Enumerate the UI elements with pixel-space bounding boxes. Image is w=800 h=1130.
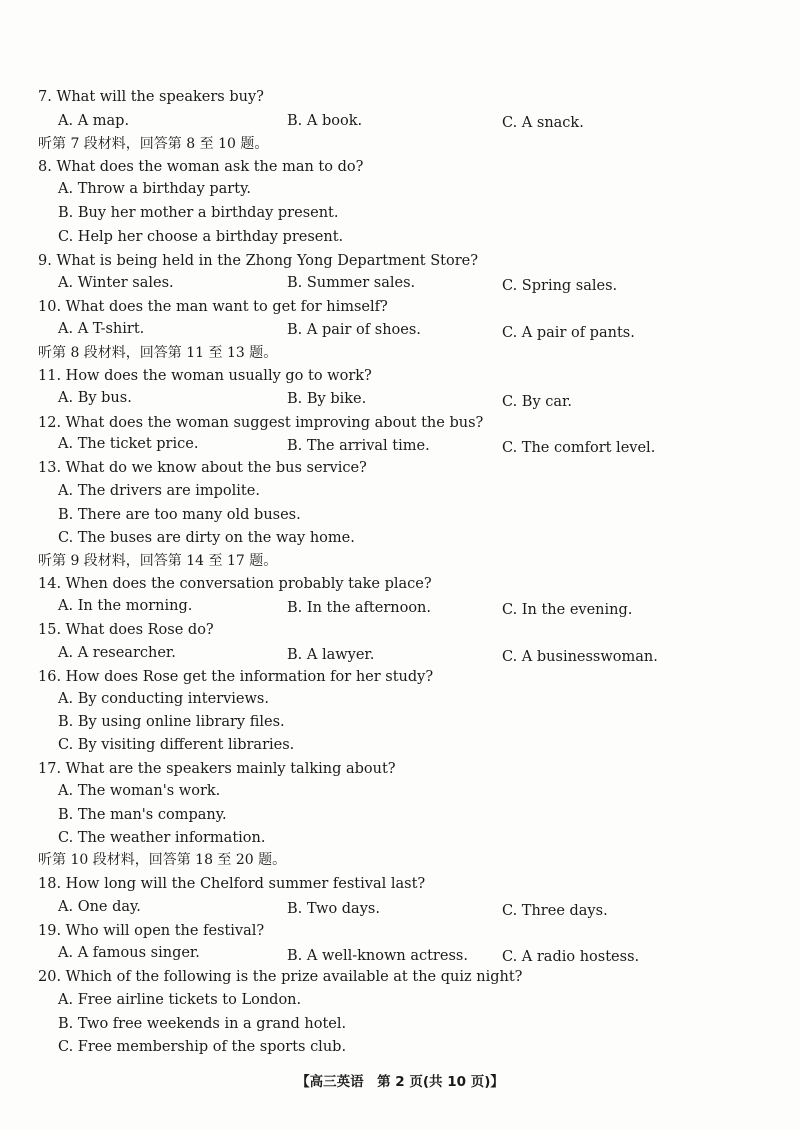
answer-option: A. One day. <box>58 899 141 915</box>
answer-option: B. Two days. <box>287 901 380 917</box>
answer-option: B. In the afternoon. <box>287 600 432 616</box>
answer-option: A. The drivers are impolite. <box>58 483 260 499</box>
answer-option: A. A researcher. <box>58 645 176 661</box>
answer-option: A. A T-shirt. <box>58 321 145 337</box>
section-instruction: 听第 9 段材料，回答第 14 至 17 题。 <box>38 553 278 569</box>
answer-option: A. A famous singer. <box>58 945 200 961</box>
question-text: 17. What are the speakers mainly talking about? <box>38 761 396 777</box>
question-text: 12. What does the woman suggest improving about the bus? <box>38 415 484 431</box>
answer-option: C. The comfort level. <box>502 440 656 456</box>
answer-option: C. In the evening. <box>502 602 633 618</box>
answer-option: B. A well-known actress. <box>287 948 468 964</box>
answer-option: C. A businesswoman. <box>502 649 658 665</box>
answer-option: A. By bus. <box>58 390 132 406</box>
section-instruction: 听第 7 段材料，回答第 8 至 10 题。 <box>38 136 269 152</box>
answer-option: A. In the morning. <box>58 598 193 614</box>
answer-option: C. By visiting different libraries. <box>58 737 295 753</box>
question-text: 11. How does the woman usually go to work? <box>38 368 372 384</box>
answer-option: C. Help her choose a birthday present. <box>58 229 344 245</box>
answer-option: C. The weather information. <box>58 830 266 846</box>
answer-option: B. The arrival time. <box>287 438 430 454</box>
question-text: 9. What is being held in the Zhong Yong Department Store? <box>38 253 478 269</box>
answer-option: A. Free airline tickets to London. <box>58 992 302 1008</box>
answer-option: B. By using online library files. <box>58 714 285 730</box>
answer-option: B. Summer sales. <box>287 275 416 291</box>
answer-option: C. A radio hostess. <box>502 949 640 965</box>
answer-option: C. Three days. <box>502 903 608 919</box>
answer-option: A. The ticket price. <box>58 436 199 452</box>
answer-option: B. The man's company. <box>58 807 227 823</box>
question-text: 13. What do we know about the bus service? <box>38 460 367 476</box>
answer-option: C. Free membership of the sports club. <box>58 1039 347 1055</box>
answer-option: B. Two free weekends in a grand hotel. <box>58 1016 347 1032</box>
answer-option: C. The buses are dirty on the way home. <box>58 530 355 546</box>
question-text: 10. What does the man want to get for himself? <box>38 299 388 315</box>
answer-option: B. By bike. <box>287 391 367 407</box>
question-text: 19. Who will open the festival? <box>38 923 265 939</box>
question-text: 8. What does the woman ask the man to do? <box>38 159 364 175</box>
question-text: 18. How long will the Chelford summer festival last? <box>38 876 426 892</box>
answer-option: A. A map. <box>58 113 130 129</box>
section-instruction: 听第 10 段材料，回答第 18 至 20 题。 <box>38 852 287 868</box>
answer-option: B. A book. <box>287 113 363 129</box>
answer-option: B. Buy her mother a birthday present. <box>58 205 339 221</box>
question-text: 14. When does the conversation probably take place? <box>38 576 432 592</box>
page-footer: 【高三英语 第 2 页(共 10 页)】 <box>296 1074 504 1090</box>
answer-option: B. A lawyer. <box>287 647 375 663</box>
answer-option: C. A pair of pants. <box>502 325 635 341</box>
question-text: 20. Which of the following is the prize available at the quiz night? <box>38 969 523 985</box>
question-text: 15. What does Rose do? <box>38 622 214 638</box>
answer-option: C. Spring sales. <box>502 278 618 294</box>
answer-option: A. By conducting interviews. <box>58 691 269 707</box>
answer-option: C. A snack. <box>502 115 584 131</box>
answer-option: A. The woman's work. <box>58 783 221 799</box>
answer-option: C. By car. <box>502 394 572 410</box>
answer-option: A. Throw a birthday party. <box>58 181 251 197</box>
answer-option: B. A pair of shoes. <box>287 322 421 338</box>
question-text: 7. What will the speakers buy? <box>38 89 264 105</box>
answer-option: B. There are too many old buses. <box>58 507 301 523</box>
section-instruction: 听第 8 段材料，回答第 11 至 13 题。 <box>38 345 278 361</box>
answer-option: A. Winter sales. <box>58 275 174 291</box>
question-text: 16. How does Rose get the information for her study? <box>38 669 434 685</box>
